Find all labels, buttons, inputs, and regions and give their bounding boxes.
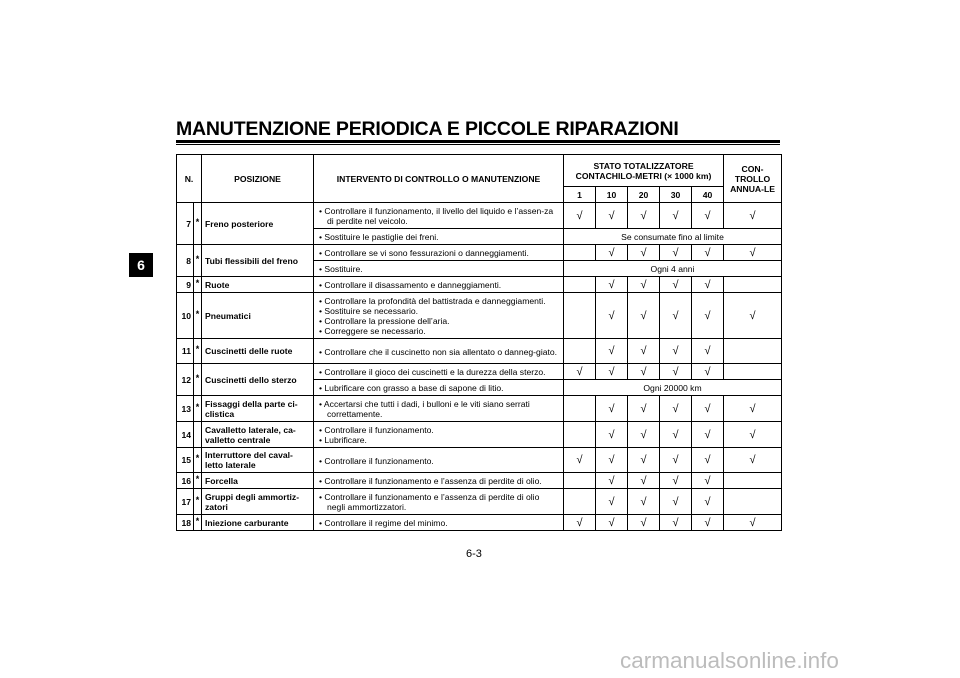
item-actions xyxy=(314,203,564,229)
item-position: Ruote xyxy=(202,277,314,293)
item-number: 7 xyxy=(177,203,194,245)
item-actions xyxy=(314,473,564,489)
action-item: • Lubrificare. xyxy=(319,435,559,445)
table-row xyxy=(177,364,782,380)
check-mark: √ xyxy=(692,277,724,293)
item-position: Pneumatici xyxy=(202,293,314,339)
item-actions xyxy=(314,515,564,531)
check-mark: √ xyxy=(724,448,782,473)
check-mark: √ xyxy=(596,515,628,531)
check-mark: √ xyxy=(692,245,724,261)
check-mark: √ xyxy=(724,203,782,229)
check-mark: √ xyxy=(596,293,628,339)
check-mark: √ xyxy=(660,422,692,448)
check-mark: √ xyxy=(628,515,660,531)
check-mark: √ xyxy=(628,396,660,422)
action-item: • Accertarsi che tutti i dadi, i bulloni e le viti siano serrati correttamente. xyxy=(319,399,559,419)
item-star: * xyxy=(194,293,202,339)
table-row xyxy=(177,277,782,293)
item-actions xyxy=(314,422,564,448)
action-item: • Controllare il funzionamento, il livello del liquido e l’assen-za di perdite nel veicolo. xyxy=(319,206,559,226)
empty-cell xyxy=(724,364,782,380)
header-km: 20 xyxy=(628,187,660,203)
item-actions xyxy=(314,339,564,364)
item-actions xyxy=(314,293,564,339)
item-actions xyxy=(314,261,564,277)
title-rule-thin xyxy=(176,144,780,145)
check-mark: √ xyxy=(660,293,692,339)
check-mark: √ xyxy=(660,473,692,489)
item-star: * xyxy=(194,515,202,531)
item-number: 18 xyxy=(177,515,194,531)
item-star: * xyxy=(194,448,202,473)
item-position: Tubi flessibili del freno xyxy=(202,245,314,277)
item-actions xyxy=(314,396,564,422)
item-star: * xyxy=(194,473,202,489)
item-position: Interruttore del caval-letto laterale xyxy=(202,448,314,473)
item-position: Fissaggi della parte ci-clistica xyxy=(202,396,314,422)
check-mark: √ xyxy=(628,422,660,448)
table-row xyxy=(177,515,782,531)
table-row xyxy=(177,422,782,448)
check-mark: √ xyxy=(692,473,724,489)
item-star: * xyxy=(194,339,202,364)
check-mark: √ xyxy=(660,203,692,229)
empty-cell xyxy=(724,489,782,515)
action-item: • Correggere se necessario. xyxy=(319,326,559,336)
check-mark: √ xyxy=(660,396,692,422)
table-body xyxy=(177,203,782,531)
check-mark: √ xyxy=(692,364,724,380)
table-row xyxy=(177,339,782,364)
item-star: * xyxy=(194,396,202,422)
table-row xyxy=(177,448,782,473)
item-number: 9 xyxy=(177,277,194,293)
check-mark: √ xyxy=(596,489,628,515)
header-n: N. xyxy=(177,155,202,203)
check-mark: √ xyxy=(628,473,660,489)
empty-cell xyxy=(564,422,596,448)
check-mark: √ xyxy=(628,364,660,380)
item-actions xyxy=(314,380,564,396)
check-mark: √ xyxy=(692,515,724,531)
header-km: 1 xyxy=(564,187,596,203)
check-mark: √ xyxy=(660,448,692,473)
header-annual: CON-TROLLO ANNUA-LE xyxy=(724,155,782,203)
action-item: • Sostituire. xyxy=(319,264,559,274)
item-actions xyxy=(314,245,564,261)
item-star: * xyxy=(194,203,202,245)
check-mark: √ xyxy=(628,448,660,473)
check-mark: √ xyxy=(660,515,692,531)
maintenance-table xyxy=(176,154,782,531)
check-mark: √ xyxy=(596,422,628,448)
check-mark: √ xyxy=(596,339,628,364)
item-number: 17 xyxy=(177,489,194,515)
interval-note: Ogni 4 anni xyxy=(564,261,782,277)
check-mark: √ xyxy=(692,293,724,339)
empty-cell xyxy=(724,277,782,293)
check-mark: √ xyxy=(724,396,782,422)
item-actions xyxy=(314,364,564,380)
action-item: • Controllare il funzionamento e l’assenza di perdite di olio. xyxy=(319,476,559,486)
check-mark: √ xyxy=(628,293,660,339)
check-mark: √ xyxy=(724,515,782,531)
item-number: 12 xyxy=(177,364,194,396)
item-number: 16 xyxy=(177,473,194,489)
interval-note: Se consumate fino al limite xyxy=(564,229,782,245)
table-row xyxy=(177,489,782,515)
item-star: * xyxy=(194,277,202,293)
check-mark: √ xyxy=(596,396,628,422)
check-mark: √ xyxy=(628,203,660,229)
check-mark: √ xyxy=(628,339,660,364)
title-rule-thick xyxy=(176,140,780,143)
item-position: Cuscinetti dello sterzo xyxy=(202,364,314,396)
watermark: carmanualsonline.info xyxy=(620,648,839,673)
check-mark: √ xyxy=(692,422,724,448)
check-mark: √ xyxy=(660,339,692,364)
check-mark: √ xyxy=(564,203,596,229)
check-mark: √ xyxy=(660,245,692,261)
item-position: Cavalletto laterale, ca-valletto centrale xyxy=(202,422,314,448)
empty-cell xyxy=(564,396,596,422)
item-position: Cuscinetti delle ruote xyxy=(202,339,314,364)
action-item: • Sostituire se necessario. xyxy=(319,306,559,316)
item-position: Iniezione carburante xyxy=(202,515,314,531)
table-row xyxy=(177,293,782,339)
check-mark: √ xyxy=(724,422,782,448)
check-mark: √ xyxy=(596,203,628,229)
check-mark: √ xyxy=(660,364,692,380)
item-actions xyxy=(314,277,564,293)
check-mark: √ xyxy=(660,489,692,515)
empty-cell xyxy=(564,245,596,261)
table-row xyxy=(177,245,782,261)
check-mark: √ xyxy=(692,489,724,515)
header-km: 30 xyxy=(660,187,692,203)
item-number: 13 xyxy=(177,396,194,422)
item-number: 15 xyxy=(177,448,194,473)
check-mark: √ xyxy=(692,448,724,473)
empty-cell xyxy=(564,293,596,339)
action-item: • Controllare il disassamento e danneggiamenti. xyxy=(319,280,559,290)
action-item: • Controllare il funzionamento. xyxy=(319,425,559,435)
empty-cell xyxy=(564,339,596,364)
action-item: • Controllare la pressione dell’aria. xyxy=(319,316,559,326)
item-star: * xyxy=(194,245,202,277)
header-km: 40 xyxy=(692,187,724,203)
item-star: * xyxy=(194,364,202,396)
check-mark: √ xyxy=(692,396,724,422)
check-mark: √ xyxy=(660,277,692,293)
item-number: 8 xyxy=(177,245,194,277)
empty-cell xyxy=(564,489,596,515)
table-row xyxy=(177,473,782,489)
empty-cell xyxy=(724,473,782,489)
item-actions xyxy=(314,229,564,245)
table-row xyxy=(177,396,782,422)
action-item: • Controllare il gioco dei cuscinetti e la durezza della sterzo. xyxy=(319,367,559,377)
check-mark: √ xyxy=(628,489,660,515)
action-item: • Controllare se vi sono fessurazioni o danneggiamenti. xyxy=(319,248,559,258)
action-item: • Controllare il funzionamento e l’assenza di perdite di olio negli ammortizzatori. xyxy=(319,492,559,512)
check-mark: √ xyxy=(724,245,782,261)
action-item: • Controllare il funzionamento. xyxy=(319,456,559,466)
item-position: Forcella xyxy=(202,473,314,489)
header-action: INTERVENTO DI CONTROLLO O MANUTENZIONE xyxy=(314,155,564,203)
chapter-tab: 6 xyxy=(129,253,153,277)
header-km: 10 xyxy=(596,187,628,203)
check-mark: √ xyxy=(564,448,596,473)
check-mark: √ xyxy=(724,293,782,339)
empty-cell xyxy=(564,473,596,489)
header-odometer: STATO TOTALIZZATORE CONTACHILO-METRI (× 1000 km) xyxy=(564,155,724,187)
check-mark: √ xyxy=(596,473,628,489)
empty-cell xyxy=(564,277,596,293)
action-item: • Controllare il regime del minimo. xyxy=(319,518,559,528)
header-position: POSIZIONE xyxy=(202,155,314,203)
check-mark: √ xyxy=(596,364,628,380)
empty-cell xyxy=(724,339,782,364)
item-star xyxy=(194,422,202,448)
check-mark: √ xyxy=(628,245,660,261)
action-item: • Controllare la profondità del battistrada e danneggiamenti. xyxy=(319,296,559,306)
item-actions xyxy=(314,489,564,515)
item-position: Freno posteriore xyxy=(202,203,314,245)
item-actions xyxy=(314,448,564,473)
action-item: • Sostituire le pastiglie dei freni. xyxy=(319,232,559,242)
page-title: MANUTENZIONE PERIODICA E PICCOLE RIPARAZIONI xyxy=(176,118,679,140)
action-item: • Controllare che il cuscinetto non sia allentato o danneg-giato. xyxy=(319,347,559,357)
item-star: * xyxy=(194,489,202,515)
check-mark: √ xyxy=(628,277,660,293)
check-mark: √ xyxy=(596,277,628,293)
table-row xyxy=(177,203,782,229)
check-mark: √ xyxy=(692,339,724,364)
item-number: 11 xyxy=(177,339,194,364)
check-mark: √ xyxy=(692,203,724,229)
check-mark: √ xyxy=(564,364,596,380)
page-number: 6-3 xyxy=(466,548,482,560)
item-number: 14 xyxy=(177,422,194,448)
check-mark: √ xyxy=(596,245,628,261)
item-number: 10 xyxy=(177,293,194,339)
item-position: Gruppi degli ammortiz-zatori xyxy=(202,489,314,515)
check-mark: √ xyxy=(596,448,628,473)
check-mark: √ xyxy=(564,515,596,531)
interval-note: Ogni 20000 km xyxy=(564,380,782,396)
action-item: • Lubrificare con grasso a base di sapone di litio. xyxy=(319,383,559,393)
